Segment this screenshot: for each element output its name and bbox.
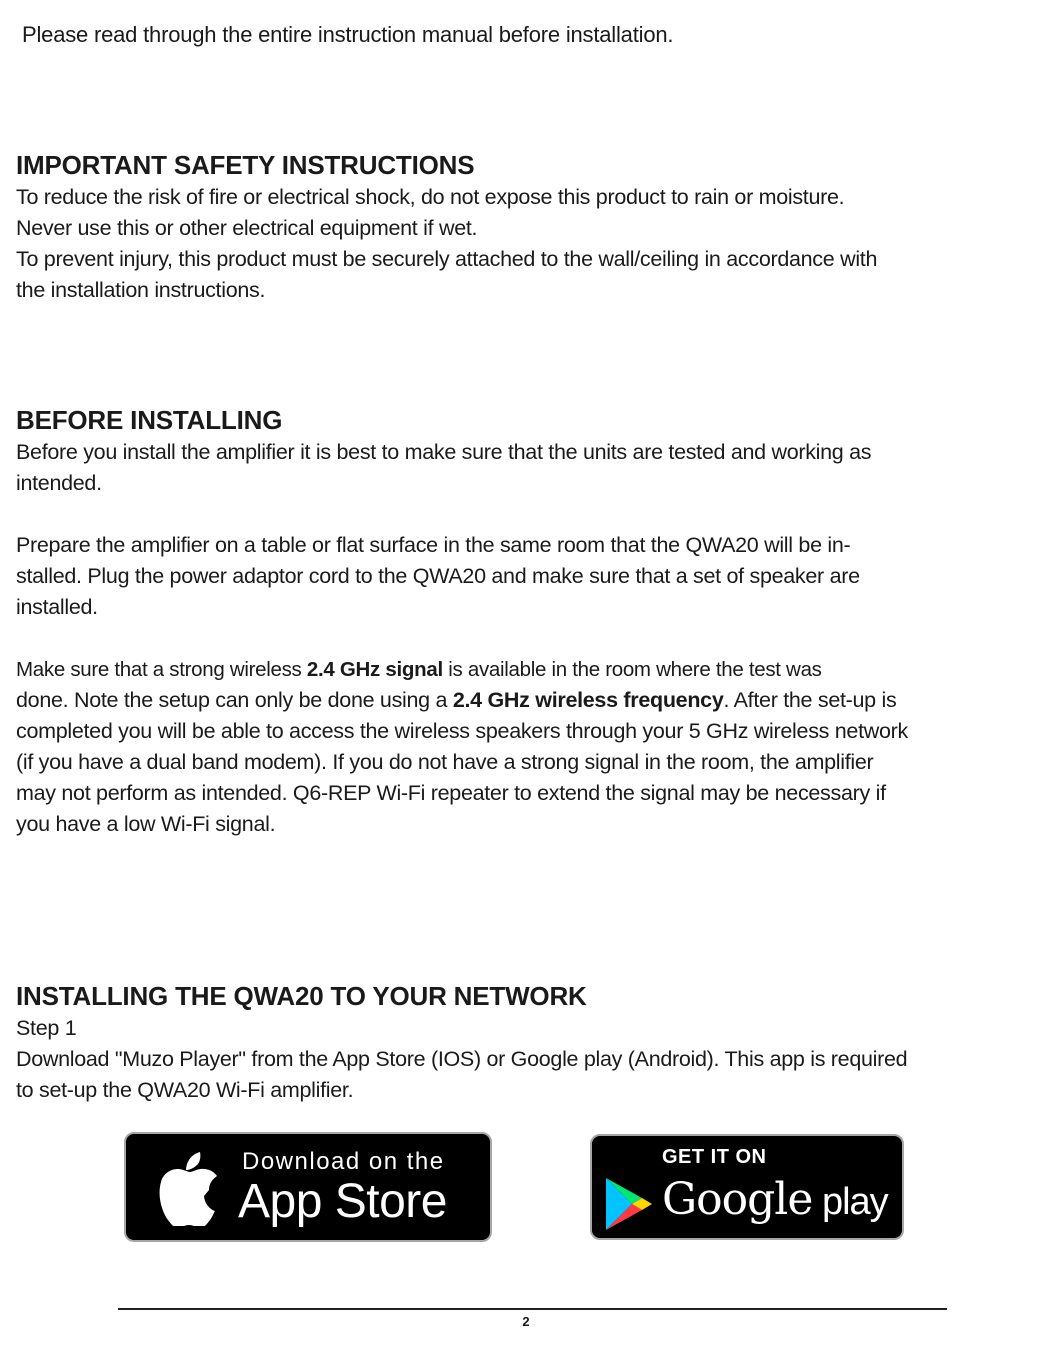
before-p2-line: Prepare the amplifier on a table or flat surface in the same room that the QWA20 will be in- [16, 533, 851, 557]
before-p1-line: Before you install the amplifier it is best to make sure that the units are tested and working as [16, 440, 872, 464]
safety-line: Never use this or other electrical equipment if wet. [16, 216, 478, 240]
safety-line: To reduce the risk of fire or electrical shock, do not expose this product to rain or moisture. [16, 185, 845, 209]
safety-heading: IMPORTANT SAFETY INSTRUCTIONS [16, 150, 475, 180]
apple-icon [156, 1148, 220, 1226]
network-line: to set-up the QWA20 Wi-Fi amplifier. [16, 1078, 354, 1102]
before-installing-heading: BEFORE INSTALLING [16, 405, 283, 435]
page-number: 2 [522, 1314, 530, 1329]
before-p2-line: installed. [16, 595, 98, 619]
app-store-top-text: Download on the [242, 1148, 445, 1175]
google-play-badge[interactable] [590, 1134, 904, 1240]
step-label: Step 1 [16, 1016, 77, 1040]
intro-text: Please read through the entire instruction manual before installation. [22, 22, 674, 47]
before-p3-line: completed you will be able to access the wireless speakers through your 5 GHz wireless network [16, 719, 908, 743]
network-section [16, 979, 1046, 1106]
google-play-top-text: GET IT ON [662, 1146, 767, 1168]
google-wordmark: Google [662, 1174, 813, 1225]
before-p1-line: intended. [16, 471, 102, 495]
network-heading: INSTALLING THE QWA20 TO YOUR NETWORK [16, 981, 587, 1011]
safety-section [16, 148, 1046, 306]
google-play-main-text [662, 1174, 888, 1225]
before-p3-line [16, 685, 1046, 716]
bold-text: 2.4 GHz wireless frequency [452, 688, 724, 712]
text-run: . After the set-up is [723, 688, 897, 712]
bold-text: 2.4 GHz signal [306, 658, 443, 681]
play-wordmark: play [812, 1181, 888, 1223]
before-p2-line: stalled. Plug the power adaptor cord to the QWA20 and make sure that a set of speaker are [16, 564, 860, 588]
before-p3-line: you have a low Wi-Fi signal. [16, 812, 276, 836]
text-run: done. Note the setup can only be done using a [16, 688, 453, 712]
google-play-icon [602, 1176, 654, 1232]
before-p3-line: (if you have a dual band modem). If you do not have a strong signal in the room, the amplifier [16, 750, 874, 774]
safety-line: the installation instructions. [16, 278, 266, 302]
app-store-badge[interactable] [124, 1132, 492, 1242]
safety-line: To prevent injury, this product must be securely attached to the wall/ceiling in accordance with [16, 247, 878, 271]
text-run: is available in the room where the test was [442, 658, 822, 681]
before-installing-section [16, 403, 1046, 840]
footer-divider [118, 1308, 947, 1310]
text-run: Make sure that a strong wireless [16, 658, 307, 681]
network-line: Download "Muzo Player" from the App Store (IOS) or Google play (Android). This app is required [16, 1047, 908, 1071]
app-store-main-text: App Store [238, 1175, 447, 1228]
before-p3-line: may not perform as intended. Q6-REP Wi-Fi repeater to extend the signal may be necessary if [16, 781, 886, 805]
before-p3-line [16, 654, 1046, 685]
